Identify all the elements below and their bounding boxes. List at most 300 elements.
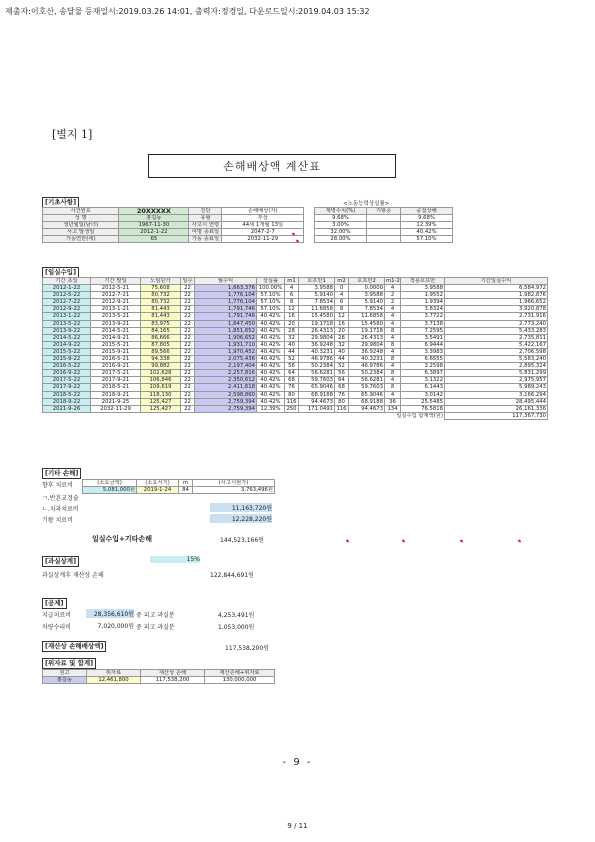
income-cell: 134 (385, 405, 401, 412)
ratio-cell (367, 236, 401, 243)
income-cell: 86,666 (141, 334, 181, 341)
income-cell: 40.42% (257, 320, 285, 327)
income-cell: 2018-5-22 (43, 391, 91, 398)
income-cell: 3,920,878 (445, 306, 548, 313)
life-end-label: 여명 종료일 (189, 229, 222, 236)
income-cell: 2015-9-22 (43, 356, 91, 363)
income-row (43, 341, 548, 348)
income-cell: 4 (385, 348, 401, 355)
ratio-cell: 28.00% (315, 236, 367, 243)
income-cell: 1,663,376 (195, 285, 257, 292)
income-cell: 2032-11-29 (91, 405, 141, 412)
basic-table (42, 207, 304, 243)
income-cell: 59.7603 (299, 377, 335, 384)
diag-value: 손해배상(자) (222, 208, 304, 215)
income-cell: 40.42% (257, 348, 285, 355)
income-cell: 8 (385, 356, 401, 363)
income-col-header: 호프만2 (349, 278, 385, 285)
income-cell: 11.6858 (299, 306, 335, 313)
property-value: 117,538,200원 (225, 645, 269, 652)
basic-heading: [기초사항] (42, 197, 79, 208)
income-cell: 12.39% (257, 405, 285, 412)
income-row (43, 391, 548, 398)
income-cell: 83,975 (141, 320, 181, 327)
income-cell: 1,776,104 (195, 292, 257, 299)
income-cell: 6 (285, 292, 299, 299)
income-cell: 22 (181, 306, 195, 313)
other-col-time: (소요시기) (137, 480, 179, 487)
income-cell: 80,732 (141, 299, 181, 306)
income-cell: 1,776,104 (195, 299, 257, 306)
income-cell: 68.9188 (299, 391, 335, 398)
paid-care-label: 지급치료비 (42, 612, 71, 619)
marker-icon (460, 539, 464, 542)
life-end-value: 2047-2-7 (222, 229, 304, 236)
income-cell: 2013-1-22 (43, 313, 91, 320)
income-cell: 22 (181, 313, 195, 320)
income-total-label: 일실수입 합계액(원) (396, 413, 443, 420)
income-cell: 40.3231 (299, 348, 335, 355)
income-cell: 36.9248 (299, 341, 335, 348)
income-cell: 3.7722 (401, 313, 445, 320)
income-cell: 102,628 (141, 370, 181, 377)
income-cell: 8 (385, 327, 401, 334)
income-col-header: m1 (285, 278, 299, 285)
income-cell: 2,895,324 (445, 363, 548, 370)
income-cell: 0.0000 (349, 285, 385, 292)
income-cell: 5,433,283 (445, 327, 548, 334)
type-label: 유형 (189, 215, 222, 222)
income-cell: 22 (181, 299, 195, 306)
other-col-amount: (소요금액) (83, 480, 137, 487)
income-cell: 6.9444 (401, 341, 445, 348)
income-cell: 109,619 (141, 384, 181, 391)
income-cell: 40.42% (257, 341, 285, 348)
income-cell: 2014-9-22 (43, 341, 91, 348)
scar-m: 84 (179, 487, 193, 494)
income-cell: 40.42% (257, 370, 285, 377)
ratio-cell (367, 215, 401, 222)
income-cell: 50.2384 (299, 363, 335, 370)
income-cell: 3.1322 (401, 377, 445, 384)
income-cell: 2012-9-21 (91, 299, 141, 306)
income-cell: 6.3897 (401, 370, 445, 377)
income-cell: 2016-5-22 (43, 363, 91, 370)
income-row (43, 320, 548, 327)
income-cell: 19.1718 (349, 327, 385, 334)
income-cell: 4 (385, 391, 401, 398)
income-cell: 171.0491 (299, 405, 335, 412)
sum-income-label: 일실수입+기타손해 (92, 535, 152, 543)
other-col-m: m (179, 480, 193, 487)
income-cell: 15.4580 (349, 320, 385, 327)
income-row (43, 377, 548, 384)
income-cell: 36.9248 (349, 348, 385, 355)
paid-care-value: 4,253,491원 (218, 612, 255, 619)
repair-label: 차량수리비 (42, 624, 71, 631)
income-cell: 125,427 (141, 398, 181, 405)
income-cell: 3,166,294 (445, 391, 548, 398)
income-cell: 1,847,450 (195, 320, 257, 327)
income-col-header: 월수익 (195, 278, 257, 285)
ratio-h2: 기왕증 (367, 208, 401, 215)
income-cell: 52 (285, 356, 299, 363)
income-cell: 16 (335, 320, 349, 327)
income-cell: 59.7603 (349, 384, 385, 391)
income-cell: 3.8324 (401, 306, 445, 313)
income-row (43, 306, 548, 313)
income-cell: 250 (286, 405, 297, 412)
final-table (42, 669, 275, 684)
income-col-header: 노임단가 (141, 278, 181, 285)
income-cell: 2021-9-26 (43, 405, 91, 412)
prev-care-value: 12,228,220원 (210, 514, 272, 523)
income-col-header: m1-2 (386, 278, 400, 284)
final-property: 117,538,200 (141, 677, 205, 684)
work-age-value: 65 (119, 236, 189, 243)
income-cell: 26.4313 (349, 334, 385, 341)
dental-value: 11,163,720원 (210, 503, 272, 512)
income-cell: 4 (385, 285, 401, 292)
income-cell: 12 (285, 306, 299, 313)
title-text: 손해배상액 계산표 (223, 160, 321, 173)
income-cell: 0 (335, 285, 349, 292)
income-cell: 40.42% (257, 363, 285, 370)
income-cell: 57.10% (257, 299, 285, 306)
income-cell: 2018-9-22 (43, 398, 91, 405)
income-cell: 3.9588 (401, 285, 445, 292)
final-col-plaintiff: 원고 (43, 670, 87, 677)
final-plaintiff: 홍길동 (43, 677, 87, 684)
income-row (43, 356, 548, 363)
property-heading: [재산상 손해배상액] (42, 641, 106, 652)
dental-label: ㄴ.치과치료비 (42, 506, 79, 513)
income-row (43, 363, 548, 370)
income-cell: 2018-9-21 (91, 391, 141, 398)
fault-label: 과실상계후 재산상 손해 (42, 572, 104, 579)
income-cell: 32 (335, 341, 349, 348)
income-row (43, 370, 548, 377)
income-cell: 1,791,746 (195, 313, 257, 320)
income-cell: 80,732 (141, 292, 181, 299)
income-col-header: 적용호프만 (401, 278, 445, 285)
page-footer: 9 / 11 (287, 822, 308, 830)
case-no-label: 사건번호 (43, 208, 119, 215)
income-cell: 64 (285, 370, 299, 377)
income-cell: 2,731,916 (445, 313, 548, 320)
income-row (43, 405, 548, 412)
marker-icon (346, 539, 350, 542)
income-cell: 4 (385, 377, 401, 384)
income-cell: 2017-5-21 (91, 370, 141, 377)
income-cell: 2,598,860 (195, 391, 257, 398)
ratio-table (314, 207, 453, 243)
appendix-label: [별지 1] (52, 128, 93, 141)
income-cell: 3.7138 (401, 320, 445, 327)
income-cell: 3.5491 (401, 334, 445, 341)
income-cell: 2017-9-21 (91, 377, 141, 384)
income-cell: 2014-5-22 (43, 334, 91, 341)
income-body (43, 285, 548, 420)
income-cell: 8 (385, 341, 401, 348)
diag-label: 진단 (189, 208, 222, 215)
income-cell: 40.42% (257, 356, 285, 363)
income-cell: 1,970,452 (195, 348, 257, 355)
income-cell: 2016-9-22 (43, 370, 91, 377)
prev-care-label: 기왕 치료비 (42, 517, 73, 524)
income-cell: 15.4580 (299, 313, 335, 320)
income-cell: 2,075,436 (195, 356, 257, 363)
income-cell: 4 (385, 363, 401, 370)
income-cell: 4 (385, 313, 401, 320)
income-cell: 2012-5-22 (43, 292, 91, 299)
income-cell: 2,773,240 (445, 320, 548, 327)
income-cell: 40.42% (257, 384, 285, 391)
income-col-header: 상실률 (257, 278, 285, 285)
other-table (82, 479, 275, 494)
income-cell: 1.9552 (401, 292, 445, 299)
income-cell: 5,831,299 (445, 370, 548, 377)
ratio-cell: 57.10% (401, 236, 453, 243)
income-row (43, 398, 548, 405)
income-cell: 22 (181, 285, 195, 292)
income-cell: 2013-9-22 (43, 327, 91, 334)
income-cell: 4 (385, 320, 401, 327)
income-cell: 5,583,240 (445, 356, 548, 363)
header-bar: 제출자:이호산, 송달물 등재일시:2019.03.26 14:01, 출력자:정경일, 다운로드일시:2019.04.03 15:32 (5, 7, 370, 16)
income-cell: 1,966,652 (445, 299, 548, 306)
income-cell: 4 (385, 306, 401, 313)
income-row (43, 327, 548, 334)
income-cell: 3.2598 (401, 363, 445, 370)
income-cell: 32 (285, 334, 299, 341)
income-cell: 2013-1-21 (91, 306, 141, 313)
income-cell: 1,982,876 (445, 292, 548, 299)
income-cell: 2,735,811 (445, 334, 548, 341)
income-cell: 22 (181, 363, 195, 370)
income-cell: 7.8534 (299, 299, 335, 306)
income-cell: 40.42% (257, 327, 285, 334)
page-number: - 9 - (282, 757, 313, 768)
income-cell: 2 (385, 299, 401, 306)
income-cell: 5.9140 (299, 292, 335, 299)
age-label: 사고시 연령 (189, 222, 222, 229)
other-col-pv: (사고시현가) (193, 480, 275, 487)
scar-pv: 3,763,496원 (193, 487, 275, 494)
income-cell: 2015-9-21 (91, 348, 141, 355)
age-value: 44세 1개월 13일 (222, 222, 304, 229)
page-title (148, 154, 396, 178)
ratio-h1: 재병수치(%) (315, 208, 367, 215)
income-row (43, 348, 548, 355)
final-col-total: 재산손해+위자료 (205, 670, 275, 677)
income-cell: 22 (181, 356, 195, 363)
marker-icon (402, 539, 406, 542)
income-cell: 2013-5-22 (43, 320, 91, 327)
income-cell: 46.9786 (349, 363, 385, 370)
income-col-header: 일수 (182, 278, 193, 284)
income-cell: 65.9046 (349, 391, 385, 398)
income-col-header: 기간일실수익 (445, 278, 548, 285)
income-cell: 6.6555 (401, 356, 445, 363)
income-cell: 22 (181, 398, 195, 405)
income-cell: 2012-1-22 (43, 285, 91, 292)
paid-care-note: 중 피고 과실분 (136, 612, 175, 619)
income-cell: 20 (335, 327, 349, 334)
income-cell: 5,422,167 (445, 341, 548, 348)
income-cell: 65.9046 (299, 384, 335, 391)
income-col-header: 기간 말일 (91, 278, 141, 285)
marker-icon (518, 539, 522, 542)
income-cell: 29.9804 (299, 334, 335, 341)
income-cell: 2,706,598 (445, 348, 548, 355)
income-cell: 7.2595 (401, 327, 445, 334)
accident-label: 사고 발생일 (43, 229, 119, 236)
sum-income-value: 144,523,166원 (220, 537, 264, 544)
income-cell: 76 (335, 391, 349, 398)
income-cell: 22 (181, 384, 195, 391)
income-cell: 8 (285, 299, 299, 306)
income-cell: 2,257,816 (195, 370, 257, 377)
final-col-property: 재산상 손해 (141, 670, 205, 677)
income-cell: 22 (181, 405, 195, 412)
income-cell: 76.5818 (401, 405, 445, 412)
income-col-header: m2 (335, 278, 349, 285)
income-cell: 26.4313 (299, 327, 335, 334)
scar-time: 2019-1-24 (137, 487, 179, 494)
income-cell: 57.10% (257, 292, 285, 299)
income-cell: 2018-5-21 (91, 384, 141, 391)
final-heading: [위자료 및 합계] (42, 658, 96, 669)
income-cell: 19.1718 (299, 320, 335, 327)
income-cell: 12 (335, 313, 349, 320)
income-cell: 3.9588 (299, 285, 335, 292)
ratio-cell: 40.42% (401, 229, 453, 236)
income-cell: 8 (385, 384, 401, 391)
repair-note: 중 피고 과실분 (136, 624, 175, 631)
income-col-header: 호프만1 (299, 278, 335, 285)
repair-amount: 7,020,000원 (97, 623, 134, 630)
accident-value: 2012-1-22 (119, 229, 189, 236)
income-cell: 125,427 (141, 405, 181, 412)
scar-amount: 5,081,000원 (83, 487, 137, 494)
income-cell: 52 (335, 363, 349, 370)
income-cell: 22 (181, 341, 195, 348)
income-cell: 56 (285, 363, 299, 370)
income-cell: 40.42% (257, 334, 285, 341)
income-cell: 81,443 (141, 306, 181, 313)
income-cell: 99,882 (141, 363, 181, 370)
income-cell: 2016-9-21 (91, 363, 141, 370)
income-cell: 28 (335, 334, 349, 341)
work-age-label: 가동연한(세) (43, 236, 119, 243)
income-cell: 4 (335, 292, 349, 299)
income-cell: 94.4673 (299, 398, 335, 405)
ratio-cell: 3.00% (315, 222, 367, 229)
income-cell: 80 (335, 398, 349, 405)
income-cell: 3.3983 (401, 348, 445, 355)
income-cell: 20 (285, 320, 299, 327)
income-cell: 56.6281 (299, 370, 335, 377)
income-cell: 2017-9-22 (43, 384, 91, 391)
ratio-cell (367, 222, 401, 229)
income-cell: 106,846 (141, 377, 181, 384)
income-cell: 50.2384 (349, 370, 385, 377)
income-cell: 28 (285, 327, 299, 334)
ratio-cell: 32.00% (315, 229, 367, 236)
income-cell: 75,608 (141, 285, 181, 292)
income-cell: 40.42% (257, 377, 285, 384)
income-cell: 4 (285, 285, 299, 292)
income-cell: 81,443 (141, 313, 181, 320)
income-cell: 80 (285, 391, 299, 398)
income-cell: 1,931,710 (195, 341, 257, 348)
income-cell: 94.4673 (349, 405, 385, 412)
income-cell: 1.9394 (401, 299, 445, 306)
income-cell: 22 (181, 348, 195, 355)
income-cell: 2014-5-21 (91, 327, 141, 334)
income-cell: 76 (285, 384, 299, 391)
ratio-cell: 9.68% (315, 215, 367, 222)
income-cell: 87,805 (141, 341, 181, 348)
income-cell: 68 (335, 384, 349, 391)
income-cell: 2015-5-22 (43, 348, 91, 355)
income-cell: 2017-5-22 (43, 377, 91, 384)
ratio-cell: 12.39% (401, 222, 453, 229)
income-cell: 5,989,243 (445, 384, 548, 391)
other-heading: [기타 손해] (42, 468, 81, 479)
income-cell: 16 (285, 313, 299, 320)
income-cell: 6,584,972 (445, 285, 548, 292)
income-cell: 26,161,336 (445, 405, 548, 412)
income-cell: 22 (181, 391, 195, 398)
income-cell: 1,906,652 (195, 334, 257, 341)
fault-pct: 15% (150, 556, 200, 563)
income-cell: 2013-5-21 (91, 313, 141, 320)
income-cell: 29.9804 (349, 341, 385, 348)
income-heading: [일실수입] (42, 267, 79, 278)
income-cell: 6.1443 (401, 384, 445, 391)
income-cell: 22 (181, 327, 195, 334)
birth-label: 생년월일(남녀) (43, 222, 119, 229)
fault-heading: [과실상계] (42, 556, 79, 567)
income-cell: 116 (286, 398, 297, 405)
income-cell: 100.00% (257, 285, 285, 292)
income-row (43, 313, 548, 320)
income-cell: 68 (285, 377, 299, 384)
income-cell: 56 (335, 370, 349, 377)
income-cell: 2,759,394 (195, 398, 257, 405)
income-cell: 40 (285, 341, 299, 348)
income-row (43, 285, 548, 292)
income-cell: 68.9188 (349, 398, 385, 405)
income-cell: 2 (385, 292, 401, 299)
income-cell: 4 (385, 334, 401, 341)
income-cell: 22 (181, 377, 195, 384)
income-cell: 94,338 (141, 356, 181, 363)
income-cell: 22 (181, 334, 195, 341)
scar-label: ㄱ.반흔교정술 (42, 495, 79, 502)
future-care-label: 향후 치료비 (42, 482, 73, 489)
income-cell: 2012-7-21 (91, 292, 141, 299)
final-consolation: 12,461,800 (87, 677, 141, 684)
income-cell: 40.42% (257, 313, 285, 320)
income-cell: 7.8534 (349, 306, 385, 313)
income-cell: 2,197,404 (195, 363, 257, 370)
income-cell: 57.10% (257, 306, 285, 313)
income-row (43, 292, 548, 299)
ratio-h3: 중첩상해 (401, 208, 453, 215)
